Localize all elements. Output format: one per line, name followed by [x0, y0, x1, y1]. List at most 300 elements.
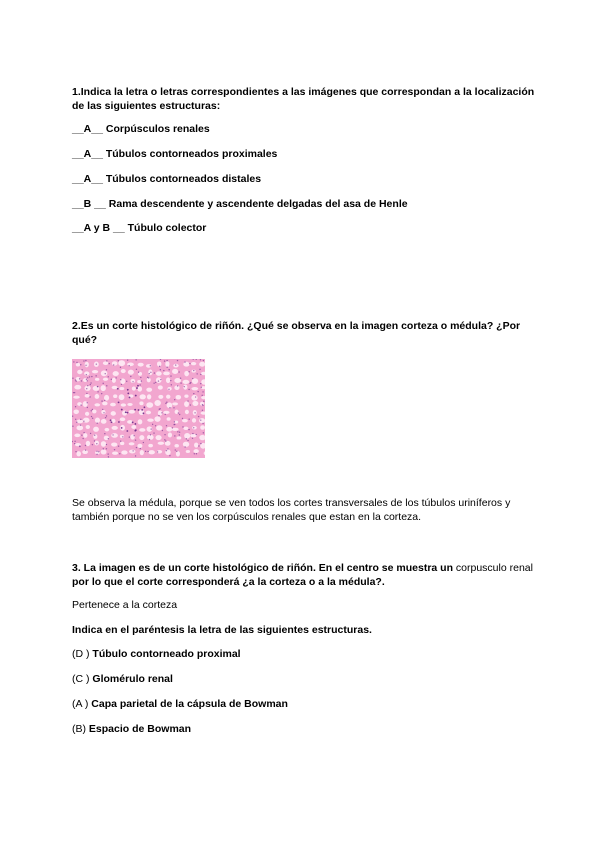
cell-nucleus — [169, 407, 170, 408]
tubule-lumen — [112, 386, 118, 390]
tubule-lumen — [193, 449, 198, 453]
cell-nucleus — [101, 400, 102, 401]
cell-nucleus — [139, 384, 140, 385]
cell-nucleus — [160, 408, 161, 409]
tubule-lumen — [83, 401, 88, 407]
q3-item-1-label: Túbulo contorneado proximal — [92, 648, 241, 660]
cell-nucleus — [172, 427, 173, 428]
q3-item-4-label: Espacio de Bowman — [88, 723, 192, 735]
cell-nucleus — [203, 432, 204, 433]
tubule-lumen — [165, 361, 169, 367]
cell-nucleus — [108, 363, 109, 364]
cell-nucleus — [184, 361, 185, 362]
cell-nucleus — [129, 436, 130, 437]
cell-nucleus — [178, 371, 179, 372]
tubule-lumen — [158, 385, 163, 389]
tubule-lumen — [112, 426, 118, 430]
cell-nucleus — [140, 377, 141, 378]
cell-nucleus — [202, 405, 203, 406]
cell-nucleus — [147, 377, 148, 378]
cell-nucleus — [203, 401, 204, 402]
cell-nucleus — [176, 451, 177, 452]
tubule-lumen — [191, 395, 197, 401]
tubule-lumen — [172, 402, 178, 405]
q1-answer-2: __A__ Túbulos contorneados proximales — [72, 148, 278, 160]
cell-nucleus — [135, 429, 137, 431]
cell-nucleus — [184, 386, 185, 387]
kidney-histology-image — [72, 359, 205, 458]
cell-nucleus — [135, 455, 136, 456]
tubule-lumen — [76, 425, 83, 430]
tubule-lumen — [76, 451, 81, 456]
q3-title-part2: corpusculo renal — [455, 562, 533, 574]
cell-nucleus — [188, 418, 189, 419]
cell-nucleus — [175, 449, 176, 450]
tubule-lumen — [128, 370, 134, 375]
tubule-lumen — [146, 402, 153, 408]
cell-nucleus — [97, 391, 98, 392]
cell-nucleus — [79, 378, 80, 379]
q3-title-part1: 3. La imagen es de un corte histológico de riñón. En el centro se muestra un — [72, 562, 453, 574]
q3-item-2-label: Glomérulo renal — [92, 673, 173, 685]
tubule-lumen — [127, 363, 134, 367]
cell-nucleus — [179, 434, 180, 435]
cell-nucleus — [160, 369, 161, 370]
cell-nucleus — [85, 445, 86, 446]
cell-nucleus — [120, 367, 121, 368]
tubule-lumen — [101, 419, 107, 424]
cell-nucleus — [83, 360, 84, 361]
cell-nucleus — [198, 445, 199, 446]
tubule-lumen — [146, 388, 152, 392]
tubule-lumen — [86, 425, 90, 429]
cell-nucleus — [134, 409, 136, 411]
cell-nucleus — [120, 379, 121, 380]
tubule-lumen — [74, 385, 81, 390]
cell-nucleus — [169, 455, 170, 456]
tubule-lumen — [137, 386, 142, 391]
tubule-lumen — [132, 386, 136, 390]
tubule-lumen — [154, 416, 160, 422]
q3-item-2 — [72, 672, 173, 686]
cell-nucleus — [166, 450, 167, 451]
tubule-lumen — [85, 394, 90, 398]
tubule-lumen — [85, 412, 89, 416]
cell-nucleus — [80, 424, 81, 425]
cell-nucleus — [132, 381, 133, 382]
tubule-lumen — [183, 380, 190, 384]
cell-nucleus — [114, 449, 115, 450]
cell-nucleus — [81, 380, 82, 381]
cell-nucleus — [166, 425, 167, 426]
tubule-lumen — [76, 420, 83, 424]
tubule-lumen — [112, 361, 118, 365]
tubule-lumen — [167, 402, 173, 408]
cell-nucleus — [166, 360, 167, 361]
cell-nucleus — [180, 378, 181, 379]
tubule-lumen — [101, 449, 107, 454]
cell-nucleus — [174, 421, 175, 422]
cell-nucleus — [166, 402, 167, 403]
cell-nucleus — [102, 409, 103, 410]
tubule-lumen — [163, 371, 170, 375]
cell-nucleus — [188, 371, 189, 372]
cell-nucleus — [74, 443, 75, 444]
tubule-lumen — [121, 369, 126, 373]
cell-nucleus — [89, 396, 90, 397]
cell-nucleus — [127, 359, 128, 360]
tubule-lumen — [174, 378, 181, 383]
tubule-lumen — [139, 401, 143, 405]
cell-nucleus — [193, 370, 194, 371]
q1-answer-5: __A y B __ Túbulo colector — [72, 222, 207, 234]
cell-nucleus — [85, 449, 86, 450]
cell-nucleus — [106, 385, 107, 386]
tubule-lumen — [113, 371, 119, 376]
tubule-lumen — [101, 441, 106, 447]
tubule-lumen — [146, 411, 151, 415]
tubule-lumen — [129, 450, 136, 454]
cell-nucleus — [159, 366, 160, 367]
cell-nucleus — [138, 409, 140, 411]
tubule-lumen — [83, 433, 87, 438]
tubule-lumen — [120, 417, 126, 421]
tubule-lumen — [156, 425, 162, 430]
cell-nucleus — [127, 412, 129, 414]
tubule-lumen — [111, 411, 116, 416]
cell-nucleus — [120, 440, 121, 441]
cell-nucleus — [145, 451, 146, 452]
cell-nucleus — [75, 380, 76, 381]
cell-nucleus — [125, 411, 127, 413]
cell-nucleus — [187, 440, 188, 441]
tubule-lumen — [199, 418, 205, 423]
cell-nucleus — [90, 382, 91, 383]
cell-nucleus — [82, 438, 83, 439]
cell-nucleus — [96, 363, 97, 364]
tubule-lumen — [76, 363, 80, 367]
tubule-lumen — [73, 409, 78, 414]
tubule-lumen — [138, 419, 143, 424]
tubule-lumen — [185, 410, 189, 414]
cell-nucleus — [200, 359, 201, 360]
cell-nucleus — [144, 406, 146, 408]
cell-nucleus — [141, 409, 143, 411]
cell-nucleus — [92, 409, 93, 410]
tubule-lumen — [131, 425, 136, 429]
cell-nucleus — [89, 376, 90, 377]
tubule-lumen — [148, 450, 154, 454]
cell-nucleus — [86, 388, 87, 389]
cell-nucleus — [103, 448, 104, 449]
cell-nucleus — [164, 360, 165, 361]
cell-nucleus — [132, 450, 133, 451]
cell-nucleus — [178, 412, 179, 413]
cell-nucleus — [91, 416, 92, 417]
tubule-lumen — [92, 370, 98, 373]
tubule-lumen — [112, 378, 116, 383]
cell-nucleus — [136, 447, 137, 448]
cell-nucleus — [150, 372, 151, 373]
tubule-lumen — [121, 403, 126, 406]
cell-nucleus — [87, 380, 88, 381]
cell-nucleus — [182, 426, 183, 427]
cell-nucleus — [74, 392, 75, 393]
tubule-lumen — [192, 401, 198, 406]
cell-nucleus — [150, 428, 151, 429]
tubule-lumen — [148, 444, 153, 447]
tubule-lumen — [93, 427, 99, 432]
cell-nucleus — [173, 424, 174, 425]
tubule-lumen — [85, 362, 89, 368]
cell-nucleus — [118, 421, 120, 423]
cell-nucleus — [170, 375, 171, 376]
tubule-lumen — [199, 362, 205, 367]
tubule-lumen — [119, 394, 125, 400]
q3-title-part3: por lo que el corte corresponderá ¿a la corteza o a la médula?. — [72, 576, 385, 588]
cell-nucleus — [76, 362, 77, 363]
cell-nucleus — [83, 421, 84, 422]
cell-nucleus — [193, 427, 194, 428]
cell-nucleus — [168, 389, 169, 390]
cell-nucleus — [118, 360, 119, 361]
tubule-lumen — [73, 396, 80, 399]
cell-nucleus — [177, 360, 178, 361]
cell-nucleus — [103, 383, 104, 384]
cell-nucleus — [94, 435, 95, 436]
tubule-lumen — [163, 411, 169, 414]
cell-nucleus — [76, 422, 77, 423]
q3-answer: Pertenece a la corteza — [72, 599, 178, 611]
tubule-lumen — [103, 361, 108, 365]
tubule-lumen — [113, 394, 117, 398]
cell-nucleus — [92, 444, 93, 445]
cell-nucleus — [171, 384, 172, 385]
cell-nucleus — [165, 440, 166, 441]
cell-nucleus — [106, 360, 107, 361]
cell-nucleus — [128, 365, 129, 366]
cell-nucleus — [87, 407, 88, 408]
tubule-lumen — [155, 435, 161, 440]
q3-item-3 — [72, 697, 288, 711]
tubule-lumen — [192, 418, 196, 422]
tubule-lumen — [186, 450, 190, 453]
tubule-lumen — [192, 426, 197, 429]
cell-nucleus — [193, 393, 194, 394]
tubule-lumen — [118, 360, 125, 366]
cell-nucleus — [126, 430, 128, 432]
cell-nucleus — [137, 385, 139, 387]
tubule-lumen — [104, 436, 109, 441]
cell-nucleus — [149, 439, 150, 440]
tubule-lumen — [139, 394, 145, 399]
cell-nucleus — [186, 438, 187, 439]
q3-item-3-label: Capa parietal de la cápsula de Bowman — [91, 698, 288, 710]
tubule-lumen — [95, 394, 100, 399]
cell-nucleus — [106, 415, 107, 416]
tubule-lumen — [119, 387, 124, 390]
cell-nucleus — [90, 433, 91, 434]
cell-nucleus — [177, 385, 178, 386]
cell-nucleus — [202, 410, 203, 411]
cell-nucleus — [126, 381, 127, 382]
q1-answer-1: __A__ Corpúsculos renales — [72, 123, 210, 135]
cell-nucleus — [117, 388, 119, 390]
cell-nucleus — [106, 448, 107, 449]
cell-nucleus — [136, 387, 138, 389]
cell-nucleus — [163, 370, 164, 371]
cell-nucleus — [94, 440, 95, 441]
cell-nucleus — [91, 376, 92, 377]
tubule-lumen — [95, 418, 100, 423]
tubule-lumen — [191, 362, 196, 365]
cell-nucleus — [75, 419, 76, 420]
cell-nucleus — [187, 400, 188, 401]
question-3-title — [72, 561, 542, 589]
cell-nucleus — [74, 441, 75, 442]
cell-nucleus — [103, 412, 104, 413]
tubule-lumen — [184, 401, 189, 407]
cell-nucleus — [170, 380, 171, 381]
cell-nucleus — [155, 382, 156, 383]
cell-nucleus — [108, 438, 109, 439]
q3-item-3-letter: (A ) — [72, 698, 89, 710]
tubule-lumen — [111, 443, 117, 447]
q3-item-4 — [72, 722, 191, 736]
q3-item-1 — [72, 647, 241, 661]
tubule-lumen — [166, 427, 172, 432]
tubule-lumen — [110, 403, 116, 407]
tubule-lumen — [86, 441, 90, 446]
cell-nucleus — [133, 435, 134, 436]
cell-nucleus — [104, 400, 105, 401]
cell-nucleus — [200, 419, 201, 420]
tubule-lumen — [102, 402, 107, 406]
tubule-lumen — [137, 444, 142, 448]
cell-nucleus — [158, 380, 159, 381]
cell-nucleus — [202, 423, 203, 424]
question-2-title: 2.Es un corte histológico de riñón. ¿Qué se observa en la imagen corteza o médula? ¿Por qué? — [72, 320, 521, 346]
tubule-lumen — [138, 363, 144, 367]
tubule-lumen — [174, 444, 179, 448]
cell-nucleus — [189, 383, 190, 384]
cell-nucleus — [197, 391, 198, 392]
cell-nucleus — [106, 444, 107, 445]
cell-nucleus — [73, 361, 74, 362]
cell-nucleus — [161, 412, 162, 413]
cell-nucleus — [130, 376, 131, 377]
cell-nucleus — [108, 456, 109, 457]
q1-answer-4: __B __ Rama descendente y ascendente delgadas del asa de Henle — [72, 198, 408, 210]
cell-nucleus — [158, 415, 159, 416]
cell-nucleus — [166, 367, 167, 368]
cell-nucleus — [86, 393, 87, 394]
cell-nucleus — [182, 418, 183, 419]
cell-nucleus — [174, 399, 175, 400]
tubule-lumen — [95, 378, 99, 381]
cell-nucleus — [153, 432, 154, 433]
tubule-lumen — [139, 435, 144, 440]
cell-nucleus — [72, 377, 73, 378]
cell-nucleus — [167, 448, 168, 449]
cell-nucleus — [195, 396, 196, 397]
tubule-lumen — [101, 385, 106, 391]
cell-nucleus — [86, 374, 87, 375]
cell-nucleus — [85, 365, 86, 366]
cell-nucleus — [87, 377, 88, 378]
cell-nucleus — [96, 451, 97, 452]
cell-nucleus — [136, 369, 137, 370]
tubule-lumen — [184, 371, 189, 376]
cell-nucleus — [155, 425, 156, 426]
tubule-lumen — [166, 395, 170, 399]
tubule-lumen — [183, 362, 189, 367]
tubule-lumen — [120, 435, 124, 438]
q1-answer-3: __A__ Túbulos contorneados distales — [72, 173, 262, 185]
cell-nucleus — [202, 391, 203, 392]
cell-nucleus — [173, 407, 174, 408]
tubule-lumen — [158, 442, 164, 445]
tubule-lumen — [167, 387, 171, 390]
cell-nucleus — [194, 412, 195, 413]
cell-nucleus — [188, 429, 189, 430]
histology-figure — [72, 359, 205, 458]
tubule-lumen — [129, 442, 135, 445]
cell-nucleus — [147, 451, 148, 452]
q3-item-1-letter: (D ) — [72, 648, 90, 660]
tubule-lumen — [103, 378, 108, 381]
tubule-lumen — [112, 452, 118, 455]
tubule-lumen — [127, 403, 132, 406]
cell-nucleus — [134, 423, 136, 425]
tubule-lumen — [166, 377, 170, 383]
tubule-lumen — [191, 387, 198, 390]
cell-nucleus — [79, 445, 80, 446]
cell-nucleus — [111, 379, 112, 380]
cell-nucleus — [141, 380, 142, 381]
cell-nucleus — [92, 418, 93, 419]
cell-nucleus — [143, 412, 145, 414]
cell-nucleus — [85, 360, 86, 361]
cell-nucleus — [96, 454, 97, 455]
q3-item-2-letter: (C ) — [72, 673, 90, 685]
cell-nucleus — [119, 453, 120, 454]
tubule-lumen — [194, 442, 198, 447]
cell-nucleus — [118, 445, 119, 446]
tubule-lumen — [94, 403, 100, 406]
tubule-lumen — [154, 400, 161, 406]
tubule-lumen — [121, 450, 127, 454]
cell-nucleus — [72, 415, 73, 416]
cell-nucleus — [152, 424, 153, 425]
cell-nucleus — [91, 410, 92, 411]
cell-nucleus — [127, 393, 129, 395]
cell-nucleus — [87, 385, 88, 386]
cell-nucleus — [150, 365, 151, 366]
cell-nucleus — [111, 421, 113, 423]
cell-nucleus — [162, 430, 163, 431]
tubule-lumen — [147, 419, 154, 422]
cell-nucleus — [192, 433, 193, 434]
cell-nucleus — [200, 443, 201, 444]
tubule-lumen — [156, 371, 162, 375]
cell-nucleus — [143, 442, 144, 443]
cell-nucleus — [189, 363, 190, 364]
tubule-lumen — [200, 425, 205, 429]
cell-nucleus — [72, 425, 73, 426]
cell-nucleus — [95, 375, 96, 376]
tubule-lumen — [105, 428, 110, 432]
